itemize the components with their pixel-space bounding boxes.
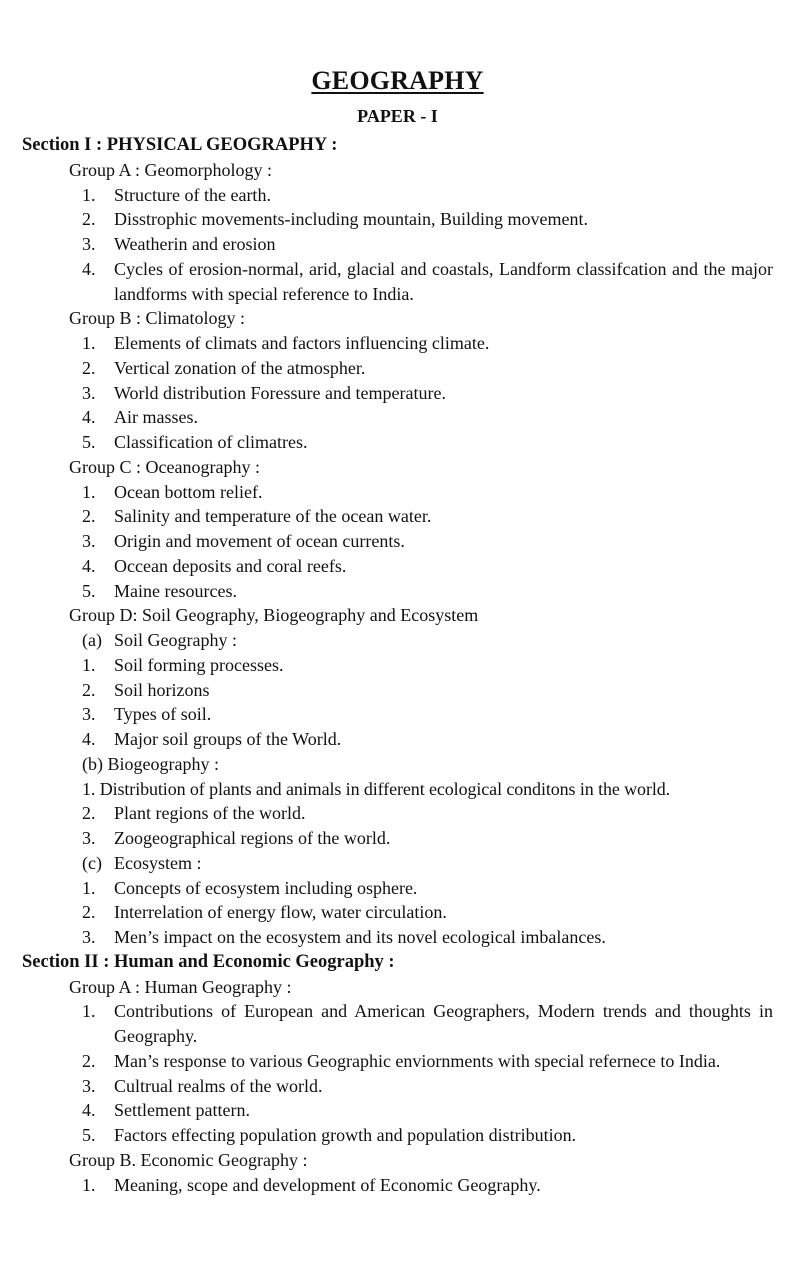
- item-text: Elements of climats and factors influencing climate.: [114, 333, 490, 353]
- item-number: 1.: [82, 184, 96, 205]
- item-number: 1.: [82, 333, 96, 353]
- item-number: 2.: [82, 357, 96, 378]
- item-number: 3.: [82, 927, 96, 947]
- item-number: 1.: [82, 481, 96, 502]
- item-text: Settlement pattern.: [114, 1100, 250, 1121]
- item-text: Zoogeographical regions of the world.: [114, 828, 391, 848]
- item-number: 5.: [82, 1125, 96, 1145]
- item-text: World distribution Foressure and temperature.: [114, 382, 446, 403]
- item-number: 3.: [82, 382, 96, 403]
- item-number: 3.: [82, 531, 96, 551]
- item-number: 2.: [82, 1050, 96, 1071]
- list-item: [0, 876, 773, 901]
- item-number: 2.: [82, 902, 96, 923]
- list-item: [0, 579, 773, 604]
- group-heading: Group A : Geomorphology :: [69, 159, 272, 180]
- list-item: [0, 207, 773, 232]
- paper-subtitle: PAPER - I: [357, 106, 438, 126]
- list-item: [0, 331, 773, 356]
- subgroup-heading: (b) Biogeography :: [82, 753, 219, 774]
- page-title: GEOGRAPHY: [311, 66, 484, 95]
- item-text: Ocean bottom relief.: [114, 481, 263, 502]
- item-number: 3.: [82, 1075, 96, 1096]
- list-item: [0, 1098, 773, 1123]
- item-number: 1.: [82, 877, 96, 898]
- list-item: [0, 529, 773, 554]
- item-number: 1.: [82, 1001, 96, 1022]
- subgroup-heading: [0, 628, 803, 653]
- list-item: [0, 381, 773, 406]
- list-item: 1. Distribution of plants and animals in different ecological conditons in the world.: [82, 778, 671, 799]
- item-text: Disstrophic movements-including mountain, Building movement.: [114, 209, 588, 230]
- list-item: [0, 183, 773, 208]
- item-number: 3.: [82, 828, 96, 848]
- item-number: 1.: [82, 654, 96, 675]
- list-item: [0, 1049, 773, 1074]
- group-heading: Group C : Oceanography :: [69, 456, 260, 477]
- list-item: [0, 999, 773, 1049]
- item-text: Man’s response to various Geographic enviornments with special refernece to India.: [114, 1050, 721, 1071]
- item-number: 4.: [82, 258, 96, 279]
- subgroup-label: (c): [82, 852, 102, 873]
- item-number: 2.: [82, 679, 96, 700]
- list-item: [0, 554, 773, 579]
- item-number: 5.: [82, 432, 96, 452]
- item-number: 3.: [82, 704, 96, 725]
- item-text: Salinity and temperature of the ocean water.: [114, 506, 432, 527]
- item-number: 2.: [82, 506, 96, 527]
- list-item: [0, 1074, 773, 1099]
- item-text: Types of soil.: [114, 704, 212, 725]
- group-heading: Group B. Economic Geography :: [69, 1149, 308, 1170]
- item-number: 2.: [82, 803, 96, 824]
- list-item: [0, 801, 773, 826]
- item-text: Maine resources.: [114, 580, 237, 601]
- list-item: [0, 405, 773, 430]
- item-number: 4.: [82, 1100, 96, 1121]
- list-item: [0, 900, 773, 925]
- item-number: 3.: [82, 234, 96, 254]
- item-number: 1.: [82, 1174, 96, 1195]
- item-text: Factors effecting population growth and population distribution.: [114, 1125, 577, 1145]
- subgroup-heading: [0, 851, 803, 876]
- item-text: Meaning, scope and development of Economic Geography.: [114, 1174, 541, 1195]
- item-text: Soil forming processes.: [114, 654, 284, 675]
- list-item: [0, 727, 773, 752]
- list-item: [0, 257, 773, 307]
- section-heading: Section I : PHYSICAL GEOGRAPHY :: [22, 135, 338, 155]
- subgroup-title: Soil Geography :: [114, 630, 237, 650]
- item-text: Cycles of erosion-normal, arid, glacial and coastals, Landform classifcation and the major landforms with special reference to India.: [114, 258, 773, 304]
- syllabus-content: [0, 133, 803, 1197]
- list-item: [0, 356, 773, 381]
- item-text: Classification of climatres.: [114, 432, 308, 452]
- list-item: [0, 653, 773, 678]
- item-text: Origin and movement of ocean currents.: [114, 531, 405, 551]
- list-item: [0, 1173, 773, 1198]
- list-item: [0, 430, 773, 455]
- item-number: 4.: [82, 407, 96, 428]
- list-item: [0, 1123, 773, 1148]
- section-heading: Section II : Human and Economic Geography :: [22, 951, 395, 972]
- list-item: [0, 504, 773, 529]
- item-text: Men’s impact on the ecosystem and its novel ecological imbalances.: [114, 927, 606, 947]
- item-text: Concepts of ecosystem including osphere.: [114, 877, 418, 898]
- subgroup-title: Ecosystem :: [114, 852, 202, 873]
- list-item: [0, 678, 773, 703]
- list-item: [0, 826, 773, 851]
- item-text: Contributions of European and American Geographers, Modern trends and thoughts in Geography.: [114, 1001, 773, 1046]
- item-text: Soil horizons: [114, 679, 210, 700]
- item-number: 5.: [82, 580, 96, 601]
- item-text: Weatherin and erosion: [114, 234, 276, 254]
- group-heading: Group A : Human Geography :: [69, 976, 292, 997]
- item-number: 4.: [82, 555, 96, 576]
- list-item: [0, 232, 773, 257]
- item-text: Air masses.: [114, 407, 198, 428]
- item-text: Cultrual realms of the world.: [114, 1075, 323, 1096]
- subgroup-label: (a): [82, 630, 102, 650]
- item-text: Interrelation of energy flow, water circulation.: [114, 902, 447, 923]
- item-text: Occean deposits and coral reefs.: [114, 555, 347, 576]
- item-text: Vertical zonation of the atmospher.: [114, 357, 366, 378]
- list-item: [0, 925, 773, 950]
- group-heading: Group D: Soil Geography, Biogeography and Ecosystem: [69, 605, 479, 626]
- item-text: Plant regions of the world.: [114, 803, 306, 824]
- group-heading: Group B : Climatology :: [69, 308, 246, 329]
- item-text: Major soil groups of the World.: [114, 729, 342, 749]
- item-number: 2.: [82, 209, 96, 230]
- item-number: 4.: [82, 729, 96, 749]
- item-text: Structure of the earth.: [114, 184, 271, 205]
- list-item: [0, 480, 773, 505]
- list-item: [0, 702, 773, 727]
